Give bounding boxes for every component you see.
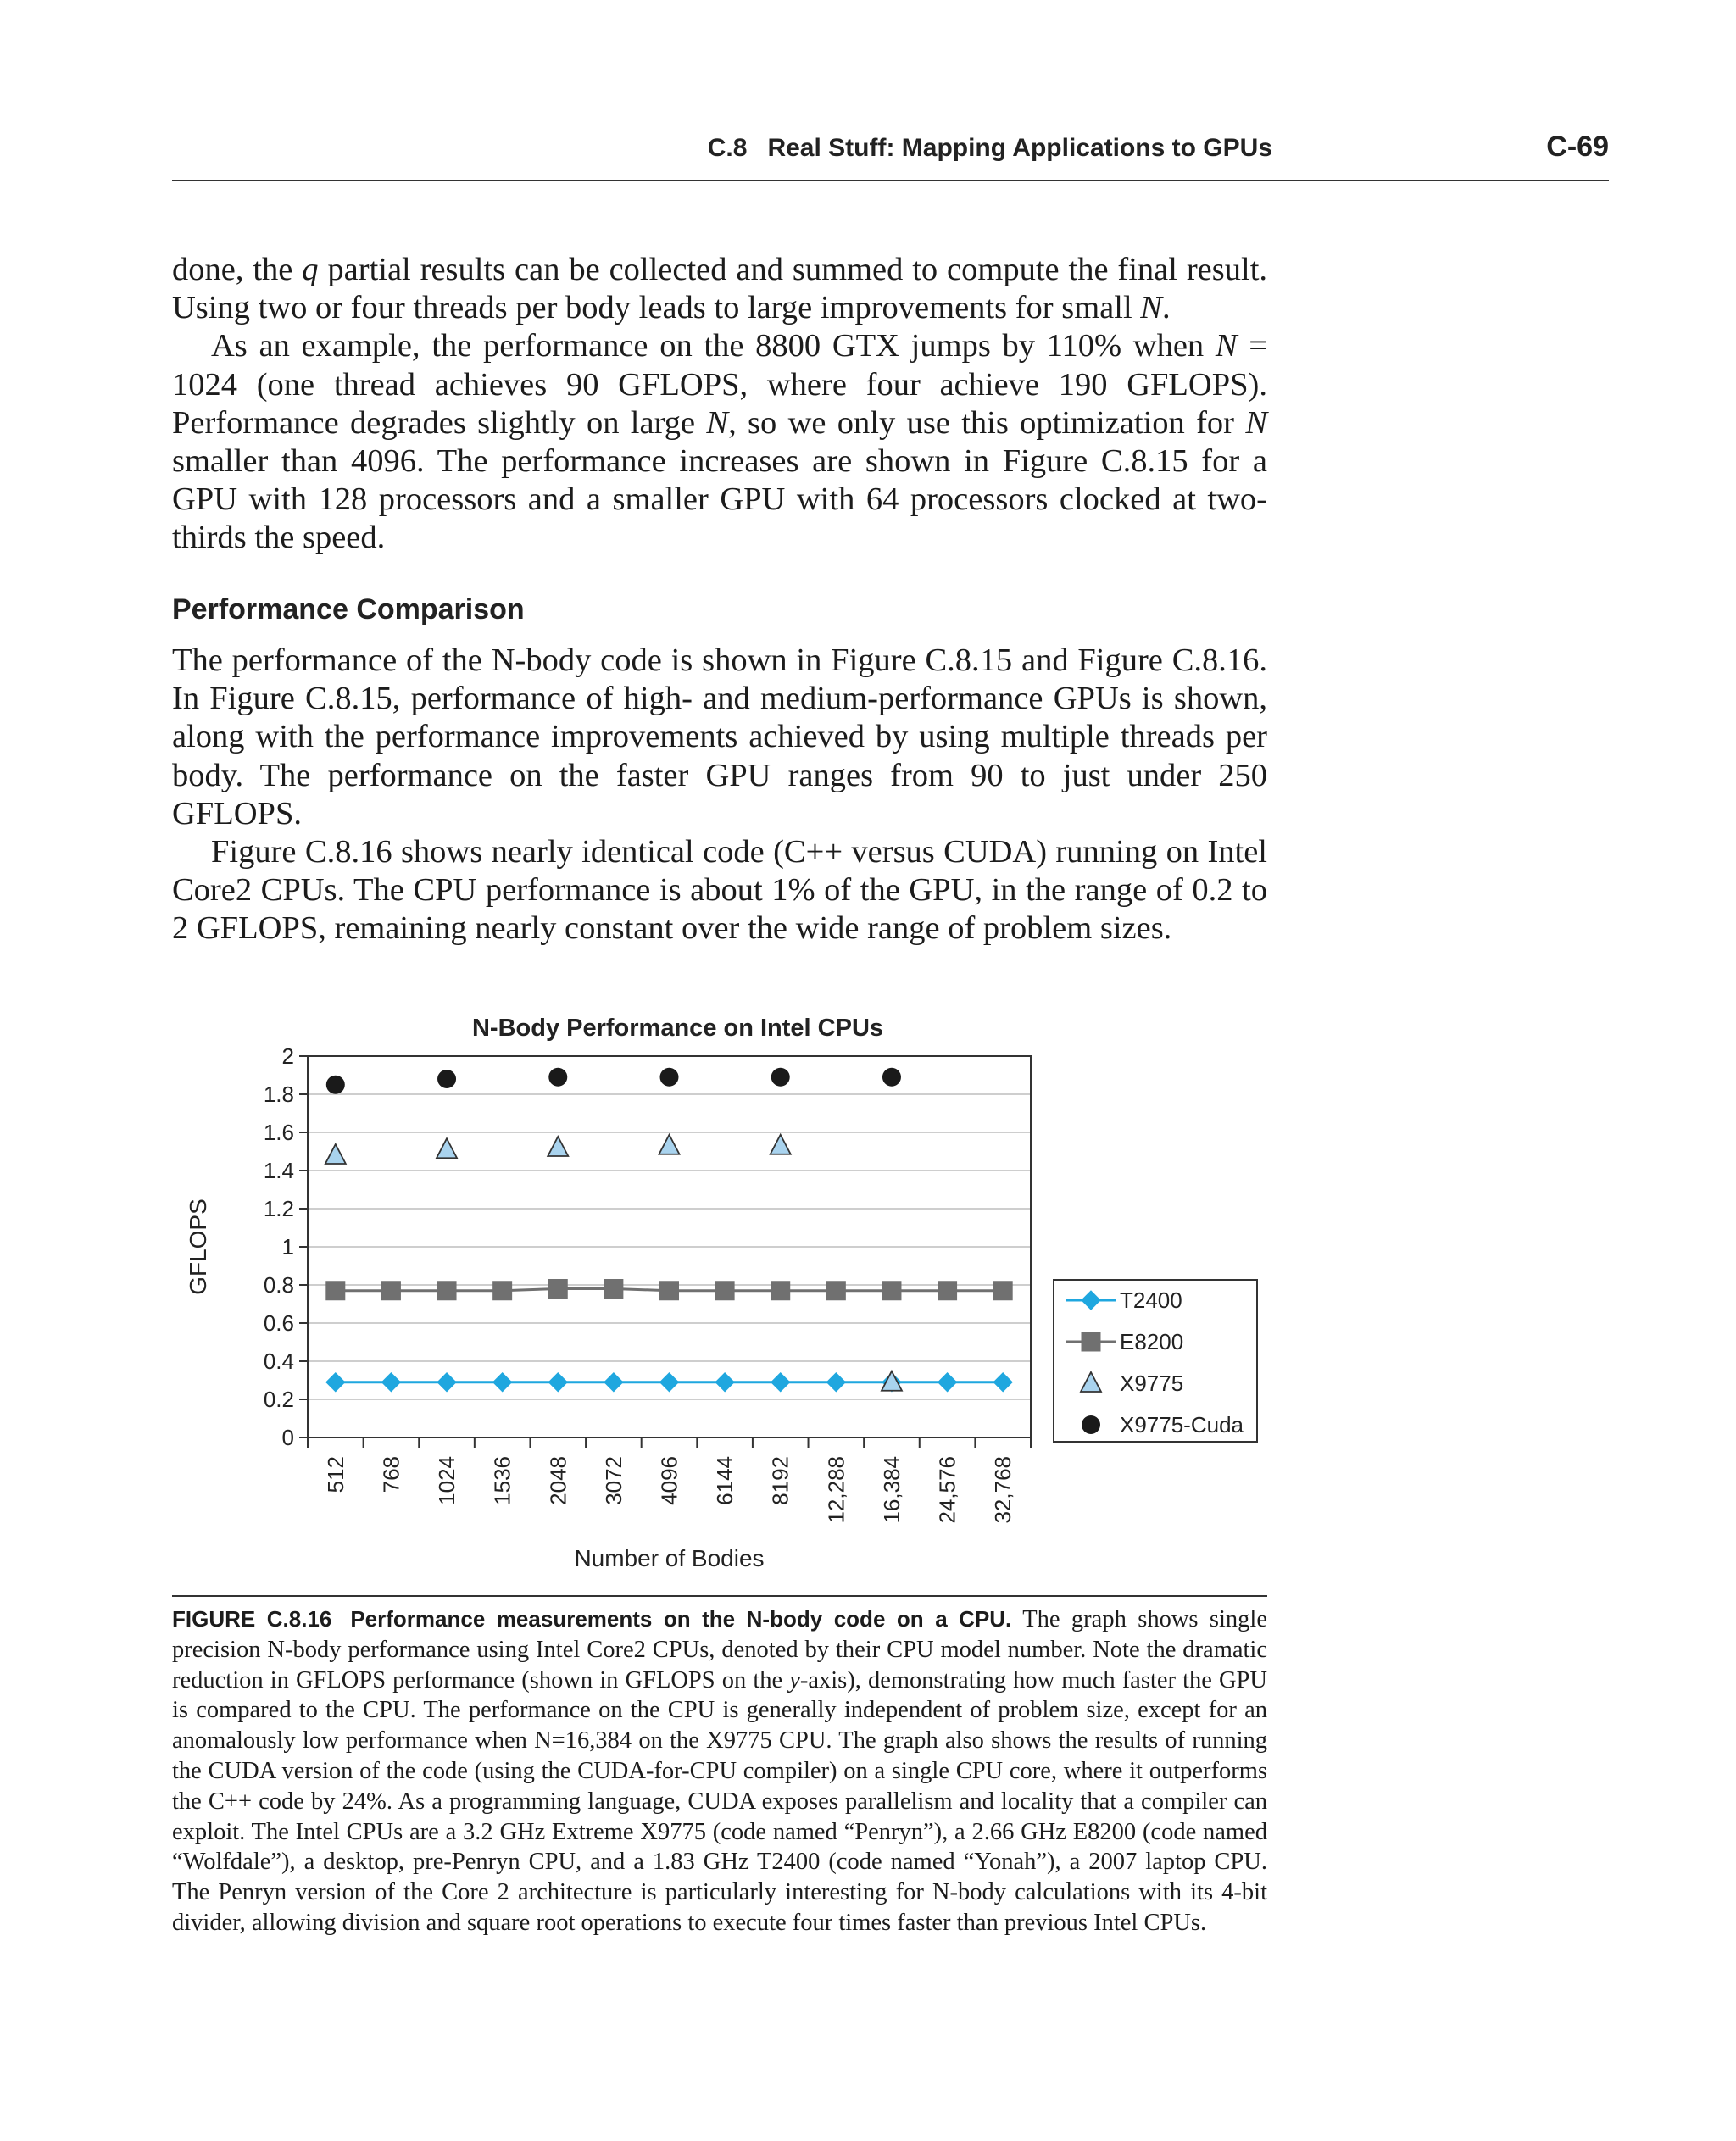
y-tick-label: 0.4	[263, 1349, 294, 1374]
legend-label: X9775	[1120, 1371, 1184, 1396]
data-point	[548, 1280, 567, 1299]
data-point	[882, 1068, 901, 1087]
math-var-n: N	[1140, 290, 1162, 326]
section-heading: Performance Comparison	[172, 593, 525, 626]
text-run: = 1024 (one thread achieves 90 GFLOPS, where four achieve 190 GFLOPS). Performance degrades slightly on large	[172, 328, 1267, 441]
y-tick-label: 1.4	[263, 1158, 294, 1183]
data-point	[660, 1282, 679, 1300]
figure-title: Performance measurements on the N-body code on a CPU.	[350, 1606, 1012, 1632]
x-tick-label: 768	[378, 1456, 404, 1493]
data-point	[326, 1144, 346, 1164]
x-tick-label: 8192	[767, 1456, 793, 1505]
math-var-q: q	[302, 252, 319, 287]
x-tick-label: 6144	[712, 1456, 738, 1505]
caption-text: -axis), demonstrating how much faster the GPU is compared to the CPU. The performance on the CPU is generally independent of problem size, except for an anomalously low performance when N=16,384 on the X9775 CPU. The graph also shows the results of running the CUDA version of the code (using the CUDA-for-CPU compiler) on a single CPU core, where it outperforms the C++ code by 24%. As a programming language, CUDA exposes parallelism and locality that a compiler can exploit. The Intel CPUs are a 3.2 GHz Extreme X9775 (code named “Penryn”), a 2.66 GHz E8200 (code named “Wolfdale”), a desktop, pre-Penryn CPU, and a 1.83 GHz T2400 (code named “Yonah”), a 2007 laptop CPU. The Penryn version of the Core 2 architecture is particularly interesting for N-body calculations with its 4-bit divider, allowing division and square root operations to execute four times faster than previous Intel CPUs.	[172, 1666, 1267, 1936]
x-axis-label: Number of Bodies	[574, 1545, 765, 1571]
paragraph-2	[172, 327, 1267, 557]
data-point	[604, 1280, 623, 1299]
math-var-n: N	[1215, 328, 1238, 364]
running-header	[172, 127, 1609, 181]
x-tick-label: 3072	[600, 1456, 626, 1505]
x-tick-label: 32,768	[990, 1456, 1016, 1524]
series-t2400	[326, 1373, 1012, 1392]
x-tick-label: 4096	[656, 1456, 682, 1505]
data-point	[548, 1137, 568, 1156]
figure-label: FIGURE C.8.16	[172, 1606, 332, 1632]
data-point	[826, 1282, 845, 1300]
figure-caption	[172, 1604, 1267, 1938]
y-tick-label: 1	[281, 1234, 294, 1260]
data-point	[771, 1068, 790, 1087]
math-var-n: N	[1245, 404, 1268, 441]
paragraph-3: The performance of the N-body code is shown in Figure C.8.15 and Figure C.8.16. In Figure C.8.15, performance of high- and medium-performance GPUs is shown, along with the performance improvements achieved by using multiple threads per body. The performance on the faster GPU ranges from 90 to just under 250 GFLOPS.	[172, 642, 1267, 831]
data-point	[381, 1282, 400, 1300]
x-tick-label: 2048	[545, 1456, 571, 1505]
data-point	[826, 1373, 845, 1392]
paragraph-1	[172, 251, 1267, 327]
text-run: , so we only use this optimization for	[728, 404, 1246, 441]
x-tick-label: 16,384	[878, 1456, 904, 1524]
text-run: As an example, the performance on the 8800 GTX jumps by 110% when	[211, 328, 1216, 364]
header-section-title: Real Stuff: Mapping Applications to GPUs	[767, 134, 1272, 162]
legend-marker	[1082, 1332, 1100, 1351]
data-point	[659, 1135, 680, 1154]
body-text-2	[172, 642, 1267, 948]
chart-legend	[1054, 1280, 1257, 1442]
chart-series	[326, 1068, 1012, 1392]
data-point	[326, 1282, 345, 1300]
data-point	[381, 1373, 400, 1392]
data-point	[715, 1373, 734, 1392]
paragraph-4: Figure C.8.16 shows nearly identical code (C++ versus CUDA) running on Intel Core2 CPUs. The CPU performance is about 1% of the GPU, in the range of 0.2 to 2 GFLOPS, remaining nearly constant over the wide range of problem sizes.	[172, 834, 1267, 947]
y-tick-label: 0	[281, 1425, 294, 1450]
data-point	[771, 1135, 791, 1154]
caption-math-y: y	[789, 1666, 800, 1693]
data-point	[493, 1282, 512, 1300]
legend-label: T2400	[1120, 1287, 1182, 1313]
data-point	[715, 1282, 734, 1300]
data-point	[771, 1373, 790, 1392]
data-point	[326, 1373, 345, 1392]
data-point	[993, 1282, 1012, 1300]
y-tick-label: 1.6	[263, 1120, 294, 1145]
data-point	[993, 1373, 1012, 1392]
legend-label: X9775-Cuda	[1120, 1412, 1244, 1438]
data-point	[882, 1282, 901, 1300]
x-tick-label: 24,576	[934, 1456, 960, 1524]
x-tick-label: 1536	[489, 1456, 515, 1505]
header-section	[172, 134, 1272, 163]
data-point	[604, 1373, 623, 1392]
series-x9775-cuda	[326, 1068, 901, 1094]
math-var-n: N	[706, 404, 729, 441]
data-point	[437, 1138, 457, 1158]
body-text	[172, 251, 1267, 558]
header-page-number: C-69	[1546, 131, 1609, 163]
data-point	[437, 1282, 456, 1300]
y-tick-label: 1.8	[263, 1082, 294, 1107]
legend-marker	[1082, 1415, 1100, 1434]
chart-title: N-Body Performance on Intel CPUs	[471, 1015, 884, 1042]
text-run: done, the	[172, 252, 303, 287]
y-tick-label: 1.2	[263, 1196, 294, 1221]
data-point	[437, 1070, 456, 1088]
series-x9775	[326, 1135, 902, 1391]
chart-axes	[299, 1056, 1031, 1448]
text-run: smaller than 4096. The performance increases are shown in Figure C.8.15 for a GPU with 128 processors and a smaller GPU with 64 processors clocked at two-thirds the speed.	[172, 443, 1267, 556]
data-point	[326, 1076, 345, 1094]
text-run: partial results can be collected and summed to compute the final result. Using two or four threads per body leads to large improvements for small	[172, 252, 1268, 326]
data-point	[437, 1373, 456, 1392]
series-e8200	[326, 1280, 1012, 1300]
legend-item-e8200	[1066, 1329, 1183, 1354]
x-tick-label: 1024	[434, 1456, 460, 1505]
data-point	[548, 1068, 567, 1087]
x-tick-label: 12,288	[823, 1456, 849, 1524]
data-point	[938, 1373, 957, 1392]
caption-text: The graph shows single precision N-body performance using Intel Core2 CPUs, denoted by their CPU model number. Note the dramatic reduction in GFLOPS performance (shown in GFLOPS on the	[172, 1606, 1267, 1693]
y-tick-label: 0.8	[263, 1272, 294, 1298]
y-axis-label: GFLOPS	[185, 1198, 211, 1295]
legend-label: E8200	[1120, 1329, 1184, 1354]
header-section-number: C.8	[707, 134, 748, 162]
data-point	[493, 1373, 512, 1392]
data-point	[771, 1282, 790, 1300]
data-point	[548, 1373, 567, 1392]
text-run: .	[1161, 290, 1171, 326]
data-point	[938, 1282, 957, 1300]
data-point	[660, 1068, 679, 1087]
nbody-performance-chart	[170, 1000, 1288, 1585]
data-point	[660, 1373, 679, 1392]
y-tick-label: 0.2	[263, 1387, 294, 1412]
caption-rule	[172, 1595, 1267, 1597]
y-tick-label: 0.6	[263, 1310, 294, 1336]
x-tick-label: 512	[322, 1456, 348, 1493]
y-tick-label: 2	[281, 1043, 294, 1069]
